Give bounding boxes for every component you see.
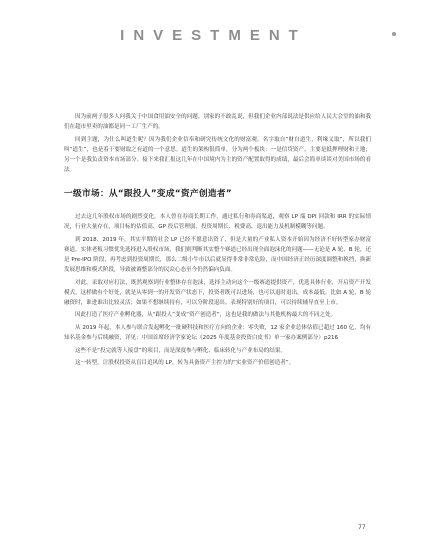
page-number: 77 bbox=[358, 524, 366, 531]
paragraph: 这一转型，让股权投资从盲目追风的 LP，转为具备资产主控力的“实业资产价值创造者”。 bbox=[75, 360, 295, 367]
header-dot-ornament bbox=[392, 32, 396, 36]
paragraph: 因此打造了医疗产业孵化器，从“跟投人”变成“资产创造者”，这也是我的做法与其他机构最大的不同之处。 bbox=[75, 312, 337, 319]
paragraph: 因为前两子很多人问我关于中国食用油安全的问题。别家的不敢乱说，但我们企业内部说法是供应给人民大会堂的油和我们在超市里卖的油都是同一工厂生产的。 bbox=[64, 114, 371, 131]
paragraph: 过去这几年股权市场的剧烈变化。本人曾在券商长期工作，通过私行和券商渠道，观察 LP 端 DPI 回款和 IRR 的实际情况，行业大量存在，项目标的估值高、GP 投后管理弱、投资周期长、税费高、退出能力及机制模糊等问题。 bbox=[64, 214, 371, 231]
paragraph: 从 2019 年起，本人参与联合发起孵化一批硬科技和医疗方向的企业：零失败，12 家企业总体估值已超过 160 亿，均有知名基金参与后续融资，详见：中国首席经济学家论坛《2025 年度基金投资白皮书》单一家办案例部分）p216 bbox=[64, 325, 371, 342]
paragraph: 对此，采取对应打法，既然观察到行业整体存在泡沫，选择主动向这个一级赛道提供资产，优选具体行业，开启资产开发模式。这样做有个好处，就是从零到一的开发资产状态下，投资者既可以进场，也可以退时退出，成本最低。比如 A 轮、B 轮融资时，谁进谁出比较灵活；如果不想继续持有，可以分阶段退出。表现特别好的项目，可以持续辅导直至上市。 bbox=[64, 279, 371, 306]
header-title: INVESTMENT bbox=[120, 27, 307, 44]
section-heading: 一级市场：从“跟投人”变成“资产创造者” bbox=[64, 189, 232, 200]
article-body bbox=[64, 112, 371, 371]
paragraph: 到 2018、2019 年，其实平期的社会 LP 已经不愿意出资了，但是大量的产业私人资本开始因为经济不好转型家办财富赛道。实体老板习惯优先选择进入股权市场，我们则判断其实整个赛道已经出现全面泡沫化的问题——无论是 A 轮、B 轮，还是 Pre-IPO 阶段，再考虑到投资周期长，那么二级小牛市以后就显得非常非常危险，而中国经济正经历深度调整和换挡，换新发展思维和模式阶段，导致被调整部分的民众心态至今仍然偏向负面。 bbox=[64, 236, 371, 274]
paragraph: 这些不是“投完就等人接盘”的项目，而是深度参与孵化、临床转化与产业布局的结果。 bbox=[75, 347, 286, 354]
paragraph: 回到主题，为什么叫道生呢？因为我们企业信奉和研究传统文化的财富观。名字取自“财自道生，利缘义取”，所以我们叫“道生”，也是着于要财取之有道的一个意思。道生的架构很简单，分为两个板块：一是信贷资产，主要是抵押理财和土地；另一个是我负责资本市场部分。接下来我汇报这几年在中国境内为主的资产配置取得的成绩，最后会简单谈谈对美国市场的看法。 bbox=[64, 136, 371, 173]
